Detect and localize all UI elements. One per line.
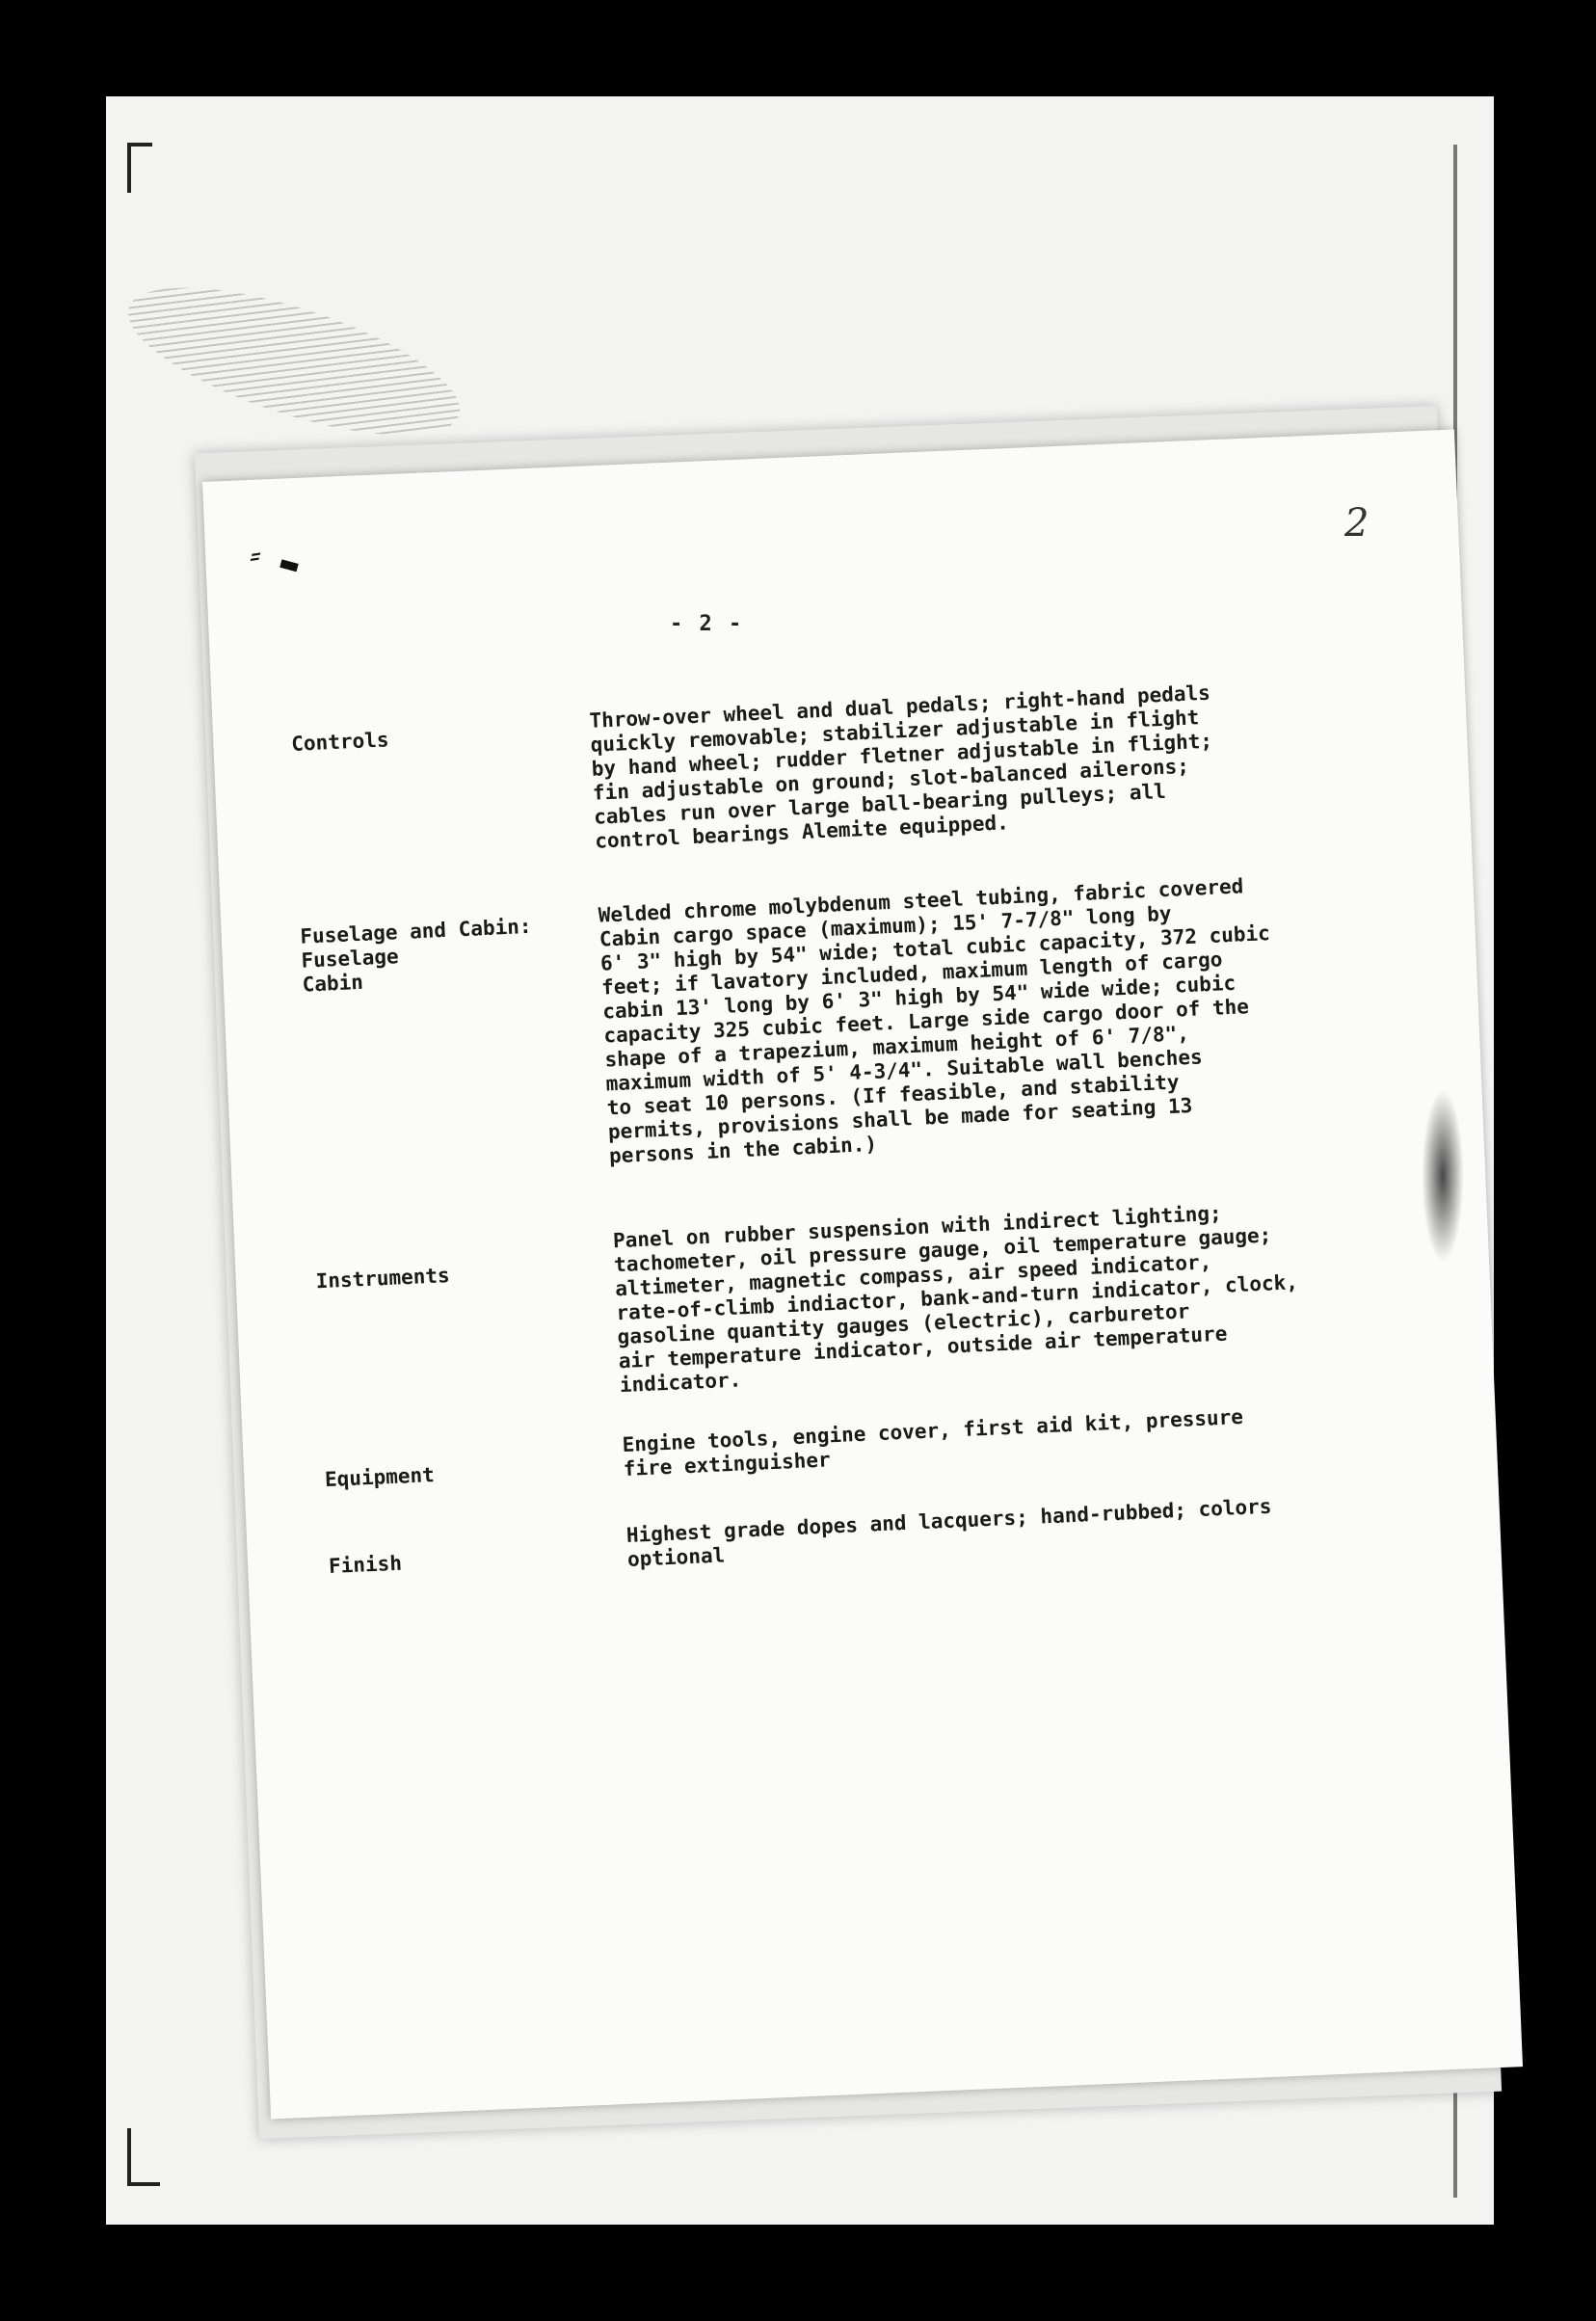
section-text: Panel on rubber suspension with indirect lighting; tachometer, oil pressure gauge, oil temperature gauge; altimeter, magnetic compass, air speed indicator, rate-of-climb indiactor, bank-and-turn indicator, clock, gasoline quantity gauges (electric), carburetor air temperature indicator, outside air temperature indicator. — [612, 1201, 1299, 1398]
section-text: Highest grade dopes and lacquers; hand-rubbed; colors optional — [625, 1494, 1272, 1571]
section-text: Welded chrome molybdenum steel tubing, fabric covered Cabin cargo space (maximum); 15' 7-7/8" long by 6' 3" high by 54" wide; total cubic capacity, 372 cubic feet; if lavatory included, maximum length of cargo cabin 13' long by 6' 3" high by 54" wide wide; cubic capacity 325 cubic feet. Large side cargo door of the shape of a trapezium, maximum height of 6' 7/8", maximum width of 5' 4-3/4". Suitable wall benches to seat 10 persons. (If feasible, and stability permits, provisions shall be made for seating 13 persons in the cabin.) — [598, 874, 1271, 1168]
section-text: Throw-over wheel and dual pedals; right-hand pedals quickly removable; stabilizer adjustable in flight by hand wheel; rudder fletner adjustable in flight; fin adjustable on ground; slot-balanced ailerons; cables run over large ball-bearing pulleys; all control bearings Alemite equipped. — [589, 680, 1213, 853]
section-label: Finish — [328, 1551, 403, 1579]
pen-mark-icon: ⸗ ▬ — [243, 536, 303, 583]
corner-mark-top-left — [127, 143, 152, 193]
page-number: - 2 - — [670, 612, 744, 636]
section-label: Equipment — [324, 1463, 436, 1492]
handwritten-page-number: 2 — [1344, 501, 1370, 546]
section-label: Fuselage and Cabin: Fuselage Cabin — [299, 914, 532, 997]
section-label: Instruments — [315, 1264, 451, 1294]
section-label: Controls — [290, 728, 389, 756]
section-text: Engine tools, engine cover, first aid kit, pressure fire extinguisher — [622, 1404, 1244, 1481]
corner-mark-bottom-left — [127, 2128, 160, 2186]
